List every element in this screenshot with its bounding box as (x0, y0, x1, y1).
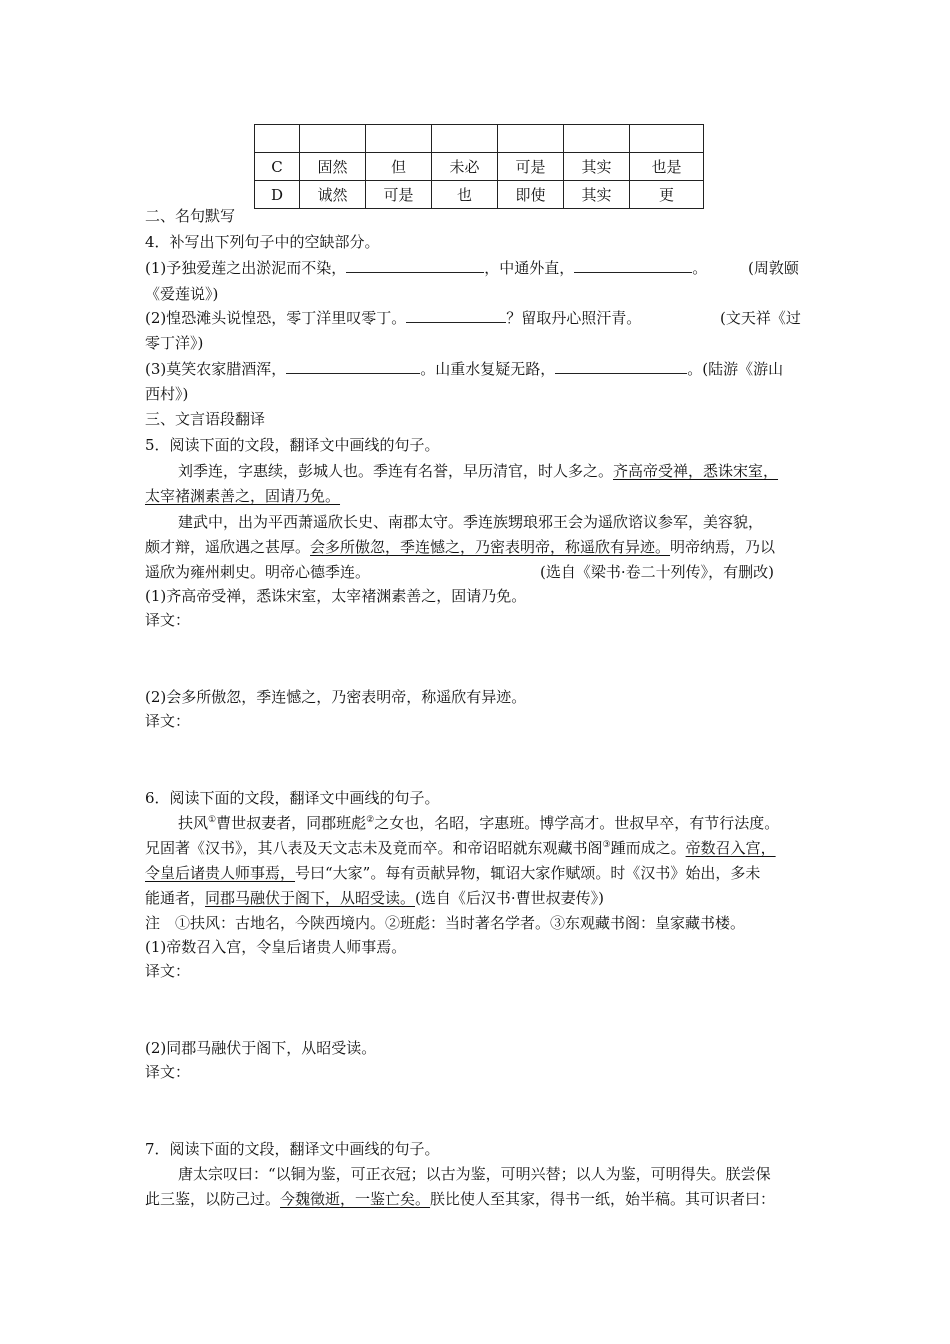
section-heading: 二、名句默写 (145, 207, 236, 225)
item-text: (2)惶恐滩头说惶恐，零丁洋里叹零丁。 (145, 309, 407, 327)
passage-line: 建武中，出为平西萧遥欣长史、南郡太守。季连族甥琅邪王会为遥欣谘议参军，美容貌， (178, 513, 764, 531)
fill-item-1 (145, 255, 707, 281)
passage-line (145, 885, 604, 911)
footnote-marker: ① (208, 815, 217, 825)
option-word-cell: 即使 (498, 181, 564, 209)
passage-line: 唐太宗叹曰：“以铜为鉴，可正衣冠；以古为鉴，可明兴替；以人为鉴，可明得失。朕尝保 (178, 1165, 771, 1183)
passage-text: 兄固著《汉书》，其八表及天文志未及竟而卒。和帝诏昭就东观藏书阁 (145, 839, 603, 857)
option-word-cell (498, 125, 564, 153)
passage-line (145, 483, 340, 509)
option-word-cell: 固然 (300, 153, 366, 181)
option-word-cell: 但 (366, 153, 432, 181)
option-letter-cell: D (255, 181, 300, 209)
translation-prompt: (1)齐高帝受禅，悉诛宋室，太宰褚渊素善之，固请乃免。 (145, 587, 527, 605)
passage-text: 能通者， (145, 889, 206, 907)
item-text: 。 (692, 259, 708, 277)
answer-blank[interactable] (555, 359, 687, 374)
underlined-sentence: 太宰褚渊素善之，固请乃免。 (145, 487, 341, 505)
options-table (254, 124, 704, 209)
translation-prompt: (2)会多所傲忽，季连憾之，乃密表明帝，称遥欣有异迹。 (145, 688, 527, 706)
footnote-marker: ③ (602, 840, 611, 850)
table-row (255, 181, 704, 209)
source-text: 《爱莲说》) (145, 285, 219, 303)
table-row (255, 125, 704, 153)
question-stem: 7．阅读下面的文段，翻译文中画线的句子。 (145, 1140, 440, 1158)
passage-text: 踵而成之。 (610, 839, 686, 857)
option-word-cell: 也是 (630, 153, 704, 181)
source-text: (选自《后汉书·曹世叔妻传》) (415, 889, 605, 907)
answer-blank[interactable] (286, 359, 420, 374)
option-word-cell: 可是 (498, 153, 564, 181)
translation-prompt: (1)帝数召入宫，令皇后诸贵人师事焉。 (145, 938, 407, 956)
passage-line (145, 835, 776, 861)
option-word-cell: 可是 (366, 181, 432, 209)
question-stem: 4．补写出下列句子中的空缺部分。 (145, 233, 380, 251)
option-letter-cell: C (255, 153, 300, 181)
underlined-sentence: 齐高帝受禅，悉诛宋室， (613, 462, 779, 480)
answer-blank[interactable] (406, 308, 506, 323)
option-word-cell (300, 125, 366, 153)
item-text: 。山重水复疑无路， (420, 360, 556, 378)
passage-text: 明帝纳焉，乃以 (670, 538, 776, 556)
question-stem: 6．阅读下面的文段，翻译文中画线的句子。 (145, 789, 440, 807)
option-word-cell (630, 125, 704, 153)
passage-text: 朕比使人至其家，得书一纸，始半稿。其可识者曰： (430, 1190, 776, 1208)
translation-label: 译文： (145, 712, 191, 730)
underlined-sentence: 今魏徵逝，一鉴亡矣。 (280, 1190, 431, 1208)
source-text: (文天祥《过 (720, 309, 801, 327)
option-word-cell: 其实 (564, 181, 630, 209)
option-word-cell: 诚然 (300, 181, 366, 209)
translation-prompt: (2)同郡马融伏于阁下，从昭受读。 (145, 1039, 377, 1057)
passage-line (145, 1186, 775, 1212)
option-word-cell: 其实 (564, 153, 630, 181)
option-letter-cell (255, 125, 300, 153)
question-stem: 5．阅读下面的文段，翻译文中画线的句子。 (145, 436, 440, 454)
passage-text: 扶风 (178, 814, 209, 832)
passage-line: 遥欣为雍州刺史。明帝心德季连。 (145, 563, 371, 581)
item-text: 。(陆游《游山 (687, 360, 784, 378)
source-text: 零丁洋》) (145, 334, 204, 352)
source-text: 西村》) (145, 385, 189, 403)
translation-label: 译文： (145, 611, 191, 629)
option-word-cell (366, 125, 432, 153)
option-word-cell: 更 (630, 181, 704, 209)
option-word-cell: 未必 (432, 153, 498, 181)
passage-text: 此三鉴，以防己过。 (145, 1190, 281, 1208)
fill-item-2 (145, 305, 641, 331)
option-word-cell (564, 125, 630, 153)
table-row (255, 153, 704, 181)
underlined-sentence: 同郡马融伏于阁下，从昭受读。 (205, 889, 416, 907)
passage-text: 号曰“大家”。每有贡献异物，辄诏大家作赋颂。时《汉书》始出，多未 (295, 864, 761, 882)
translation-label: 译文： (145, 1063, 191, 1081)
section-heading: 三、文言语段翻译 (145, 410, 266, 428)
passage-line (145, 860, 760, 886)
passage-text: 刘季连，字惠续，彭城人也。季连有名誉，早历清官，时人多之。 (178, 462, 614, 480)
footnote-marker: ② (366, 815, 375, 825)
item-text: (3)莫笑农家腊酒浑， (145, 360, 287, 378)
answer-blank[interactable] (574, 258, 692, 273)
footnote: 注 ①扶风：古地名，今陕西境内。②班彪：当时著名学者。③东观藏书阁：皇家藏书楼。 (145, 914, 746, 932)
translation-label: 译文： (145, 962, 191, 980)
passage-line (145, 534, 775, 560)
option-word-cell: 也 (432, 181, 498, 209)
item-text: (1)予独爱莲之出淤泥而不染， (145, 259, 347, 277)
source-text: (周敦颐 (748, 259, 799, 277)
passage-text: 之女也，名昭，字惠班。博学高才。世叔早卒，有节行法度。 (374, 814, 780, 832)
option-word-cell (432, 125, 498, 153)
passage-line (178, 810, 779, 836)
fill-item-3 (145, 356, 783, 382)
underlined-sentence: 会多所傲忽，季连憾之，乃密表明帝，称遥欣有异迹。 (310, 538, 671, 556)
answer-blank[interactable] (346, 258, 484, 273)
underlined-sentence: 令皇后诸贵人师事焉， (145, 864, 296, 882)
source-text: (选自《梁书·卷二十列传》，有删改) (540, 563, 774, 581)
passage-text: 曹世叔妻者，同郡班彪 (216, 814, 367, 832)
passage-text: 颇才辩，遥欣遇之甚厚。 (145, 538, 311, 556)
item-text: ？留取丹心照汗青。 (506, 309, 642, 327)
item-text: ，中通外直， (484, 259, 575, 277)
underlined-sentence: 帝数召入宫， (685, 839, 776, 857)
passage-line (178, 458, 778, 484)
